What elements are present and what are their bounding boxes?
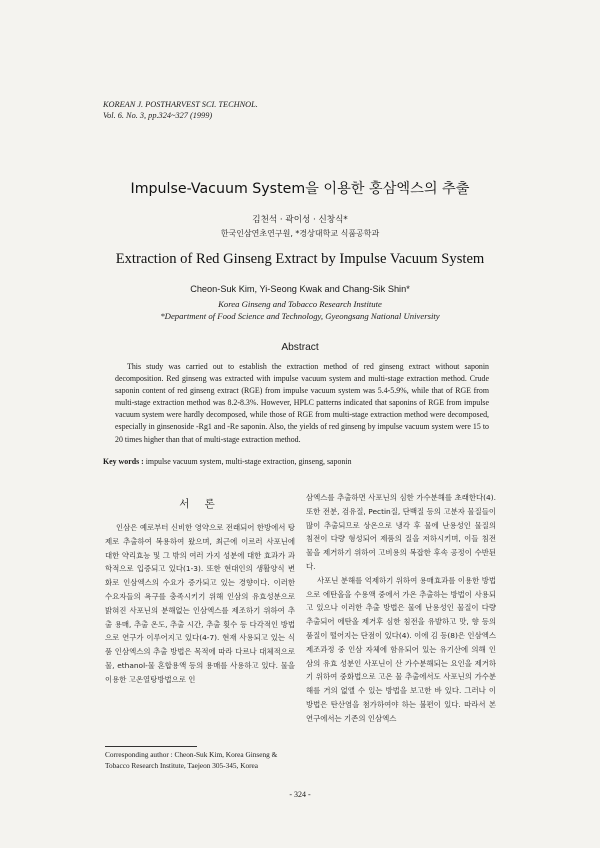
- abstract-heading: Abstract: [281, 342, 319, 353]
- affiliation-english-2: *Department of Food Science and Technology, Gyeongsang National University: [160, 311, 440, 321]
- title-korean: Impulse-Vacuum System을 이용한 홍삼엑스의 추출: [130, 181, 470, 197]
- footnote-divider: [105, 746, 197, 747]
- keywords: [103, 457, 493, 466]
- left-column: [105, 521, 295, 687]
- intro-paragraph-2: 사포닌 분해를 억제하기 위하여 용매효과를 이용한 방법으로 에탄올을 수용액 중에서 가온 추출하는 방법이 사용되고 있으나 이러한 추출 방법은 물에 난용성인 물질이 다량 추출되어 에탄올 제거후 심한 침전을 유발하고 맛, 향 등의 품질이 떨어지는 단점이 있다(4). 이에 김 등(8)은 인삼엑스 제조과정 중 인삼 자체에 함유되어 있는 유기산에 의해 인삼의 유효 성분인 사포닌이 산 가수분해되는 요인을 제거하기 위하여 중화법으로 고온 물 추출에서도 사포닌의 가수분해를 거의 없앨 수 있는 방법을 보고한 바 있다. 그러나 이 방법은 탄산염을 첨가하여야 하는 불편이 있다. 따라서 본 연구에서는 기존의 인삼엑스: [306, 575, 496, 723]
- journal-volume: Vol. 6. No. 3, pp.324~327 (1999): [103, 111, 213, 120]
- keywords-text: impulse vacuum system, multi-stage extraction, ginseng, saponin: [143, 457, 352, 466]
- affiliation-korean: 한국인삼연초연구원, *경상대학교 식품공학과: [220, 229, 380, 238]
- intro-paragraph-1-continued: 삼엑스를 추출하면 사포닌의 심한 가수분해를 초래한다(4). 또한 전분, 검유질, Pectin질, 단백질 등의 고분자 물질들이 많이 추출되므로 상온으로 냉각 후 물에 난용성인 물질의 침전이 다량 형성되어 제품의 질을 저하시키며, 이들 침전물을 제거하기 위하여 고비용의 복잡한 후속 공정이 수반된다.: [306, 493, 496, 571]
- title-english: Extraction of Red Ginseng Extract by Impulse Vacuum System: [115, 251, 485, 267]
- affiliation-english-1: Korea Ginseng and Tobacco Research Institute: [218, 299, 382, 309]
- keywords-label: Key words :: [103, 457, 144, 466]
- right-column: [306, 491, 496, 726]
- intro-paragraph-1: 인삼은 예로부터 신비한 영약으로 전래되어 한방에서 탕제로 추출하여 복용하여 왔으며, 최근에 이르러 사포닌에 대한 약리효능 및 그 밖의 여러 가지 성분에 대한 효과가 과학적으로 입증되고 있다(1-3). 또한 현대인의 생활양식 변화로 인삼엑스의 수요가 증가되고 있는 경향이다. 이러한 수요자들의 욕구를 충족시키기 위해 인삼의 유효성분으로 밝혀진 사포닌의 분해없는 인삼엑스를 제조하기 위하여 추출 용매, 추출 온도, 추출 시간, 추출 횟수 등 다각적인 방법으로 연구가 이루어지고 있다(4-7). 현재 사용되고 있는 식품 인삼엑스의 추출 방법은 목적에 따라 다르나 대체적으로 물, ethanol-물 혼합용액 등의 용매를 사용하고 있다. 물을 이용한 고온열탕방법으로 인: [105, 523, 295, 684]
- journal-name: KOREAN J. POSTHARVEST SCI. TECHNOL.: [103, 100, 258, 109]
- page-number: - 324 -: [289, 790, 311, 799]
- corresponding-author-footnote: Corresponding author : Cheon-Suk Kim, Korea Ginseng & Tobacco Research Institute, Taejeon 305-345, Korea: [105, 750, 278, 770]
- section-heading-introduction: 서 론: [179, 498, 221, 510]
- authors-korean: 김천석 · 곽이성 · 신창식*: [252, 215, 348, 225]
- abstract-text: This study was carried out to establish the extraction method of red ginseng extract without saponin decomposition. Red ginseng was extracted with impulse vacuum system and multi-stage extraction method. Crude saponin content of red ginseng extract (RGE) from impulse vacuum system was 5.4-5.9%, while that of RGE from multi-stage extraction method was 8.2-8.3%. However, HPLC patterns indicated that saponins of RGE from impulse vacuum system were hardly decomposed, while those of RGE from multi-stage extraction method were decomposed, especially in ginsenoside -Rg1 and -Re saponin. Also, the yields of red ginseng by impulse vacuum system were 15 to 20 times higher than that of multi-stage extraction method.: [115, 362, 489, 444]
- authors-english: Cheon-Suk Kim, Yi-Seong Kwak and Chang-Sik Shin*: [190, 284, 410, 294]
- journal-header: [103, 99, 258, 121]
